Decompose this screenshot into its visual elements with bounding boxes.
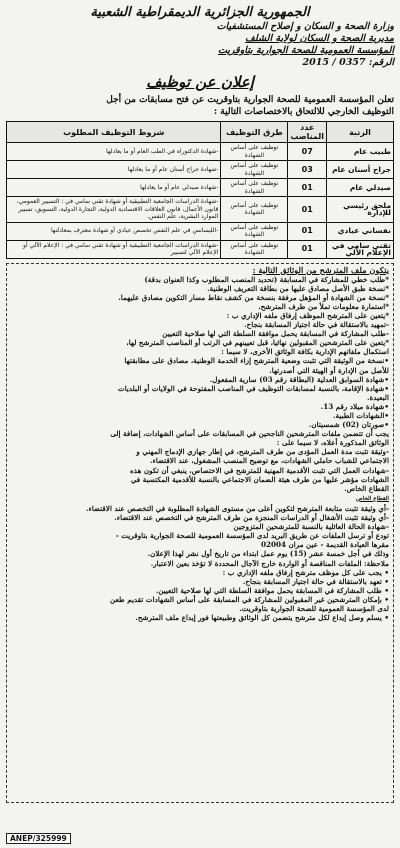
document-line: •شهادة ميلاد رقم 13. bbox=[320, 401, 389, 411]
document-line: • تعهد بالاستقالة في حالة اجتياز المسابقة بنجاح. bbox=[242, 576, 389, 586]
document-line: *يتعين على المترشح الموظف إرفاق ملفه الإداري ب : bbox=[226, 310, 389, 320]
conditions-cell: -شهادة الدراسات الجامعية التطبيقية أو شهادة تقني سامي في : الإعلام الآلي أو الإعلام الآلي لتسيير bbox=[7, 240, 221, 258]
document-line: الشهادات مؤشر عليها من طرف هيئة الضمان الاجتماعي بالنسبة للأقدمية المكتسبة في bbox=[130, 474, 389, 484]
document-line: -طلب المشاركة في المسابقة يحمل موافقة السلطة التي لها صلاحية التعيين bbox=[162, 329, 389, 339]
document-line: القطاع الخاص. bbox=[344, 483, 389, 493]
document-line: وذلك في أجل خمسة عشر (15) يوم عمل ابتداء من تاريخ أول نشر لهذا الإعلان. bbox=[147, 549, 389, 559]
dossier-heading: يتكون ملف المترشح من الوثائق التالية : bbox=[252, 265, 389, 275]
document-line: • بإمكان المترشحين غير المقبولين للمشاركة في المسابقة على أساس الشهادات تقديم طعن bbox=[110, 594, 389, 604]
document-line: •صورتان (02) شمسيتان. bbox=[308, 420, 389, 430]
document-line: ملاحظة: الملفات المناقصة أو الواردة خارج الآجال المحددة لا تؤخذ بعين الاعتبار. bbox=[150, 558, 389, 568]
mode-cell: توظيف على أساس الشهادة bbox=[221, 143, 288, 161]
document-line: •شهادة الإقامة، بالنسبة لمسابقات التوظيف في المناصب المفتوحة في الولايات أو البلديات bbox=[117, 383, 389, 393]
table-header-row bbox=[7, 122, 394, 143]
document-line: -شهادات العمل التي تثبت الأقدمية المهنية للمترشح في الاختصاص، ينبغي أن تكون هذه bbox=[130, 465, 389, 475]
count-cell: 01 bbox=[288, 179, 327, 197]
document-line: *نسخة من الشهادة أو المؤهل مرفقة بنسخة من كشف نقاط مسار التكوين مصادق عليهما. bbox=[118, 292, 389, 302]
rank-cell: جراح أسنان عام bbox=[327, 161, 394, 179]
header-rank: الرتبة bbox=[327, 122, 394, 143]
reference-number: الرقم: 0357 / 2015 bbox=[302, 57, 394, 68]
document-line: للأصل من الإدارة أو الهيئة التي أصدرتها. bbox=[269, 365, 389, 375]
table-row bbox=[7, 179, 394, 197]
document-line: يجب أن تتضمن ملفات المترشحين الناجحين في المسابقات على أساس الشهادات، إضافة إلى bbox=[110, 429, 389, 439]
header-mode: طرق التوظيف bbox=[221, 122, 288, 143]
rank-cell: صيدلي عام bbox=[327, 179, 394, 197]
directorate-line: مديرية الصحة و السكان لولاية الشلف bbox=[245, 33, 394, 44]
mode-cell: توظيف على أساس الشهادة bbox=[221, 179, 288, 197]
employee-list bbox=[11, 568, 389, 623]
document-line: -تمهيد بالاستقالة في حالة اجتياز المسابقة بنجاح. bbox=[244, 320, 389, 330]
mode-cell: توظيف على أساس الشهادة bbox=[221, 222, 288, 240]
table-row bbox=[7, 197, 394, 223]
submission-list bbox=[11, 504, 389, 568]
document-line: الاجتماعي للشباب حاملي الشهادات، مع توضيح المنصب المشغول، عند الاقتضاء. bbox=[149, 456, 389, 466]
header-conditions: شروط التوظيف المطلوب bbox=[7, 122, 221, 143]
count-cell: 07 bbox=[288, 143, 327, 161]
document-line: •نسخة من الوثيقة التي تثبت وضعية المترشح إزاء الخدمة الوطنية، مصادق على مطابقتها bbox=[124, 356, 389, 366]
announcement-title: إعلان عن توظيف bbox=[146, 73, 254, 91]
anep-code: ANEP/325999 bbox=[6, 833, 71, 844]
conditions-cell: -شهادة جراح أسنان عام أو ما يعادلها bbox=[7, 161, 221, 179]
rank-cell: ملحق رئيسي للإدارة bbox=[327, 197, 394, 223]
intro-line: تعلن المؤسسة العمومية للصحة الجوارية بتاوقريت عن فتح مسابقات من أجل bbox=[106, 95, 394, 105]
dossier-list bbox=[11, 275, 389, 493]
table-row bbox=[7, 161, 394, 179]
document-line: لدى المؤسسة العمومية للصحة الجوارية بتاوقريت. bbox=[239, 603, 389, 613]
document-line: مقرها العيادة القديمة - عين مران 02004 bbox=[260, 540, 389, 550]
count-cell: 01 bbox=[288, 240, 327, 258]
republic-heading: الجمهورية الجزائرية الديمقراطية الشعبية bbox=[90, 5, 310, 20]
mode-cell: توظيف على أساس الشهادة bbox=[221, 161, 288, 179]
rank-cell: نفساني عيادي bbox=[327, 222, 394, 240]
document-line: الوثائق المذكورة أعلاه، لا سيما على : bbox=[276, 438, 389, 448]
dossier-section bbox=[6, 263, 394, 803]
count-cell: 01 bbox=[288, 197, 327, 223]
conditions-cell: -شهادة صيدلي عام أو ما يعادلها bbox=[7, 179, 221, 197]
intro-paragraph bbox=[6, 94, 394, 118]
count-cell: 03 bbox=[288, 161, 327, 179]
conditions-cell: -شهادة الدكتوراه في الطب العام أو ما يعادلها bbox=[7, 143, 221, 161]
document-line: *طلب خطي للمشاركة في المسابقة (تحديد المنصب المطلوب وكذا العنوان بدقة) bbox=[144, 274, 389, 284]
private-sector-note: القطاع الخاص bbox=[355, 495, 389, 502]
document-line: *استمارة معلومات تملأ من طرف المترشح. bbox=[258, 301, 389, 311]
document-line: • طلب المشاركة في المسابقة يحمل موافقة السلطة التي لها صلاحية التعيين. bbox=[155, 585, 389, 595]
table-row bbox=[7, 143, 394, 161]
rank-cell: تقني سامي في الإعلام الآلي bbox=[327, 240, 394, 258]
document-line: *يتعين على المترشحين المقبولين نهائيا، قبل تعيينهم في الرتب أو المناصب المترشح لها، bbox=[126, 338, 389, 348]
mode-cell: توظيف على أساس الشهادة bbox=[221, 240, 288, 258]
count-cell: 01 bbox=[288, 222, 327, 240]
positions-table bbox=[6, 121, 394, 259]
rank-cell: طبيب عام bbox=[327, 143, 394, 161]
document-line: •الشهادات الطبية. bbox=[333, 411, 389, 420]
intro-line: التوظيف الخارجي للالتحاق بالاختصاصات التالية : bbox=[213, 107, 394, 117]
table-row bbox=[7, 222, 394, 240]
header-count: عدد المناصب bbox=[288, 122, 327, 143]
document-line: البعيدة. bbox=[366, 392, 389, 402]
document-line: استكمال ملفاتهم الإدارية بكافة الوثائق الأخرى، لا سيما : bbox=[221, 347, 389, 357]
conditions-cell: -الليسانس في علم النفس تخصص عيادي أو شهادة معترف بمعادلتها bbox=[7, 222, 221, 240]
document-line: تودع أو ترسل الملفات عن طريق البريد لدى المؤسسة العمومية للصحة الجوارية بتاوقريت - bbox=[115, 531, 389, 541]
document-line: -أي وثيقة تثبت الأشغال أو الدراسات المنجزة من طرف المترشح في التخصص عند الاقتضاء. bbox=[114, 513, 389, 523]
conditions-cell: -شهادة الدراسات الجامعية التطبيقية أو شهادة تقني سامي في : التسيير العمومي، قانون الأعمال، قانون العلاقات الاقتصادية الدولية، التجارة الدولية، التسويق، تسيير الموارد البشرية، علم النفس. bbox=[7, 197, 221, 223]
document-line: • يسلم وصل إيداع لكل مترشح يتضمن كل الوثائق وطبيعتها فور إيداع ملف المترشح. bbox=[135, 613, 389, 623]
document-line: • يجب على كل موظف مترشح إرفاق ملفه الإداري ب : bbox=[222, 567, 389, 577]
document-line: -شهادة الحالة العائلية بالنسبة للمترشحين المتزوجين bbox=[233, 522, 389, 532]
document-line: -وثيقة تثبت مدة العمل المؤدى من طرف المترشح، في إطار جهازي الإدماج المهني و bbox=[136, 447, 389, 457]
document-line: -أي وثيقة تثبت متابعة المترشح لتكوين أعلى من مستوى الشهادة المطلوبة في التخصص عند الاقتضاء. bbox=[85, 503, 389, 513]
institution-line: المؤسسة العمومية للصحة الجوارية بتاوقريت bbox=[217, 45, 394, 56]
table-row bbox=[7, 240, 394, 258]
mode-cell: توظيف على أساس الشهادة bbox=[221, 197, 288, 223]
document-line: *نسخة طبق الأصل مصادق عليها من بطاقة التعريف الوطنية. bbox=[207, 283, 389, 293]
ministry-line: وزارة الصحة و السكان و إصلاح المستشفيات bbox=[216, 21, 394, 32]
document-line: •شهادة السوابق العدلية (البطاقة رقم 03) سارية المفعول. bbox=[209, 374, 389, 384]
